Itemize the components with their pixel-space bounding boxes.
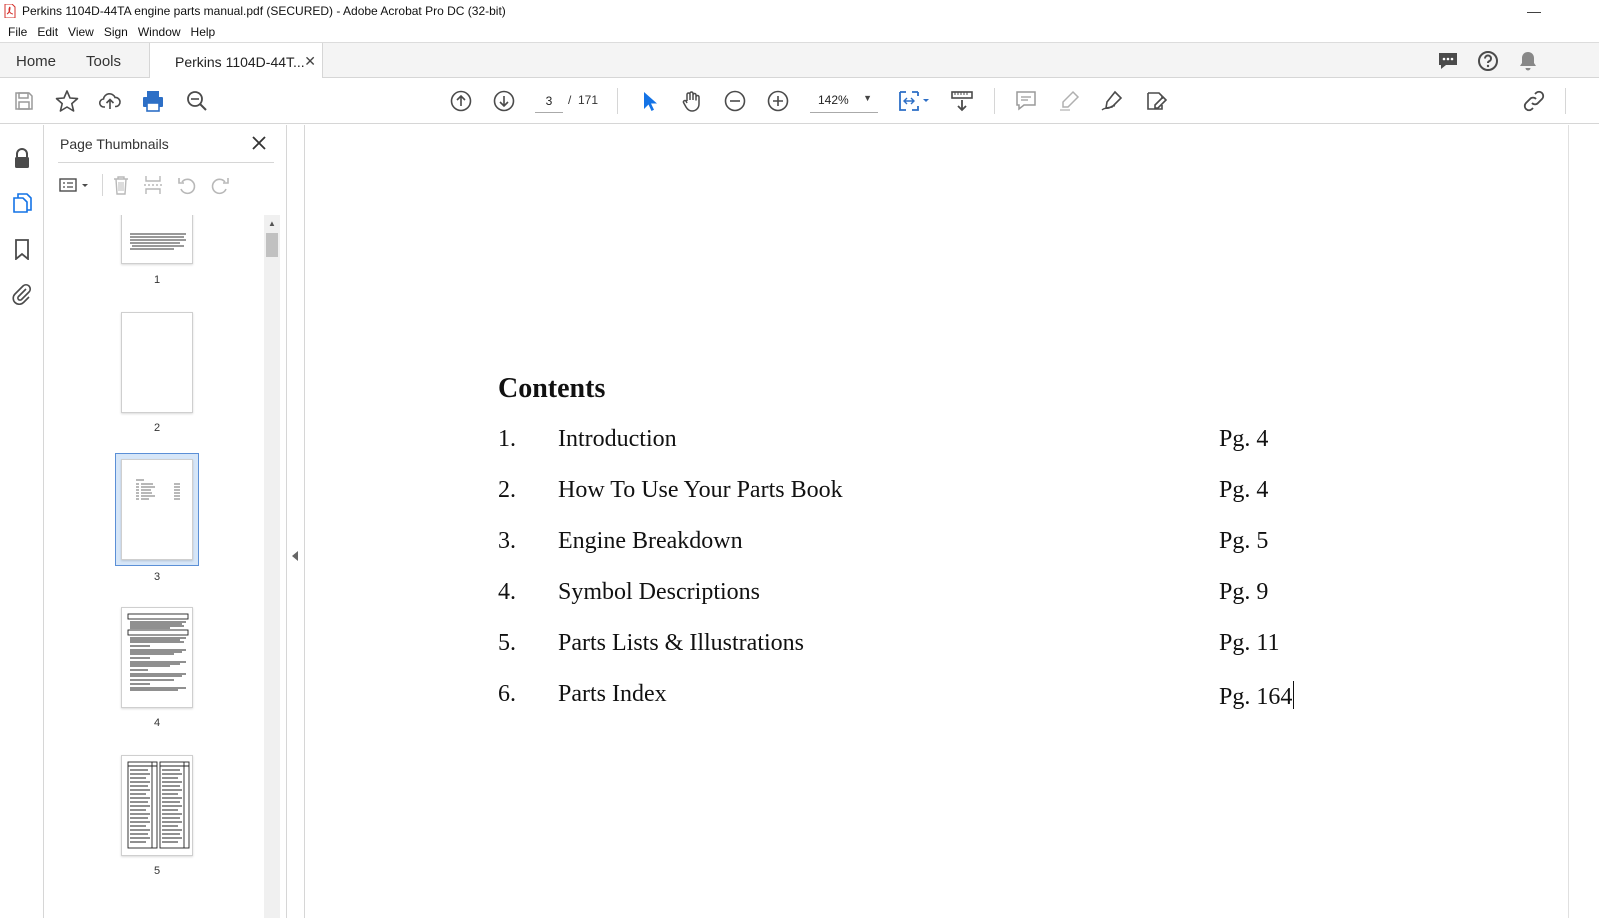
page-down-icon[interactable]: [492, 89, 516, 113]
options-menu-icon[interactable]: [58, 174, 92, 196]
left-navigation-rail: [0, 125, 44, 918]
title-bar: [0, 0, 1599, 22]
toc-row: [498, 630, 1398, 670]
star-icon[interactable]: [55, 89, 79, 113]
thumbnail-page-preview: [121, 215, 193, 264]
menu-file[interactable]: File: [8, 25, 28, 39]
toc-title: Symbol Descriptions: [558, 579, 760, 605]
insert-page-icon[interactable]: [142, 174, 164, 196]
menu-edit[interactable]: Edit: [37, 25, 59, 39]
toc-number: 5.: [498, 630, 516, 656]
page-thumbnails-panel: [44, 125, 287, 918]
toc-page-ref: Pg. 5: [1219, 528, 1269, 554]
thumbnail-page-number: 1: [153, 274, 161, 286]
toc-number: 6.: [498, 681, 516, 707]
thumbnail-list: [44, 215, 264, 918]
attachment-icon[interactable]: [10, 282, 34, 306]
thumbnail-scrollbar[interactable]: [264, 215, 280, 918]
contents-heading: Contents: [498, 373, 606, 404]
minimize-button[interactable]: —: [1527, 3, 1541, 19]
pdf-file-icon: [4, 4, 16, 18]
upload-icon[interactable]: [98, 89, 122, 113]
rotate-left-icon[interactable]: [176, 174, 198, 196]
scrollbar-thumb[interactable]: [266, 233, 278, 257]
thumbnail-page-preview: [121, 312, 193, 413]
thumbnail-page-preview: [121, 459, 193, 560]
zoom-dropdown[interactable]: [810, 89, 878, 113]
rotate-right-icon[interactable]: [209, 174, 231, 196]
toc-page-ref-wrap: [1219, 681, 1294, 711]
notifications-bell-icon[interactable]: [1517, 50, 1539, 72]
toc-row: [498, 528, 1398, 568]
zoom-out-icon[interactable]: [723, 89, 747, 113]
toc-row: [498, 681, 1398, 721]
edit-icon[interactable]: [1144, 89, 1168, 113]
toc-page-ref: Pg. 4: [1219, 477, 1269, 503]
toc-page-ref: Pg. 11: [1219, 630, 1280, 656]
menu-window[interactable]: Window: [137, 25, 181, 39]
panel-title: Page Thumbnails: [60, 136, 169, 152]
thumbnail-page-number: 3: [153, 571, 161, 583]
help-icon[interactable]: [1477, 50, 1499, 72]
zoom-in-icon[interactable]: [766, 89, 790, 113]
toolbar-divider: [994, 88, 995, 114]
toc-page-ref: Pg. 9: [1219, 579, 1269, 605]
bookmark-icon[interactable]: [10, 237, 34, 261]
close-tab-button[interactable]: ✕: [304, 53, 316, 69]
select-cursor-icon[interactable]: [637, 89, 661, 113]
scroll-up-arrow-icon[interactable]: ▲: [268, 218, 276, 228]
page-thumbnails-icon[interactable]: [10, 191, 34, 215]
page-total: 171: [578, 93, 599, 107]
thumbnail-toolbar: [58, 172, 274, 200]
thumbnail-page-preview: [121, 607, 193, 708]
close-icon[interactable]: [249, 133, 269, 153]
tab-document-label: Perkins 1104D-44T...: [175, 53, 305, 70]
main-toolbar: [0, 78, 1599, 124]
sign-icon[interactable]: [1100, 89, 1124, 113]
document-view[interactable]: [305, 125, 1568, 918]
lock-icon[interactable]: [10, 146, 34, 170]
thumbnail-page-number: 2: [153, 422, 161, 434]
page-up-icon[interactable]: [449, 89, 473, 113]
fit-page-icon[interactable]: [896, 89, 932, 113]
toc-title: How To Use Your Parts Book: [558, 477, 843, 503]
zoom-value: 142%: [818, 93, 849, 107]
toolbar-divider: [1565, 88, 1566, 114]
toc-title: Introduction: [558, 426, 677, 452]
toc-page-ref: Pg. 164: [1219, 684, 1293, 710]
share-link-icon[interactable]: [1522, 89, 1546, 113]
toc-page-ref: Pg. 4: [1219, 426, 1269, 452]
search-zoom-icon[interactable]: [185, 89, 209, 113]
menu-sign[interactable]: Sign: [103, 25, 128, 39]
menu-view[interactable]: View: [68, 25, 94, 39]
chevron-down-icon: ▼: [863, 93, 872, 103]
tab-home[interactable]: Home: [16, 52, 57, 70]
menu-help[interactable]: Help: [190, 25, 216, 39]
collapse-arrow-icon: [292, 551, 298, 561]
toc-title: Parts Lists & Illustrations: [558, 630, 804, 656]
page-number-input[interactable]: [535, 89, 563, 113]
toc-title: Parts Index: [558, 681, 667, 707]
toc-row: [498, 477, 1398, 517]
toc-number: 3.: [498, 528, 516, 554]
toc-number: 4.: [498, 579, 516, 605]
toc-number: 1.: [498, 426, 516, 452]
document-page-content: [498, 373, 1398, 710]
menu-bar: [0, 22, 1599, 42]
save-icon[interactable]: [12, 89, 36, 113]
tab-tools[interactable]: Tools: [86, 52, 122, 70]
toc-row: [498, 426, 1398, 466]
toolbar-divider: [617, 88, 618, 114]
highlight-icon[interactable]: [1057, 89, 1081, 113]
delete-icon[interactable]: [110, 174, 132, 196]
tab-document[interactable]: [149, 43, 323, 80]
print-icon[interactable]: [141, 89, 165, 113]
toc-number: 2.: [498, 477, 516, 503]
page-separator: /: [568, 93, 572, 107]
thumbnail-page-number: 4: [153, 717, 161, 729]
comments-icon[interactable]: [1437, 50, 1459, 72]
divider: [58, 162, 274, 163]
thumbnail-page-number: 5: [153, 865, 161, 877]
hand-icon[interactable]: [680, 89, 704, 113]
tab-bar: [0, 42, 1599, 78]
panel-collapse-handle[interactable]: [287, 125, 305, 918]
toc-title: Engine Breakdown: [558, 528, 743, 554]
text-cursor: [1293, 681, 1294, 709]
thumbnail-page-preview: [121, 755, 193, 856]
scroll-mode-icon[interactable]: [950, 89, 974, 113]
document-scroll-gutter[interactable]: [1568, 125, 1599, 918]
window-title: Perkins 1104D-44TA engine parts manual.pdf (SECURED) - Adobe Acrobat Pro DC (32-bit): [22, 4, 506, 18]
divider: [102, 174, 103, 196]
toc-row: [498, 579, 1398, 619]
comment-icon[interactable]: [1014, 89, 1038, 113]
